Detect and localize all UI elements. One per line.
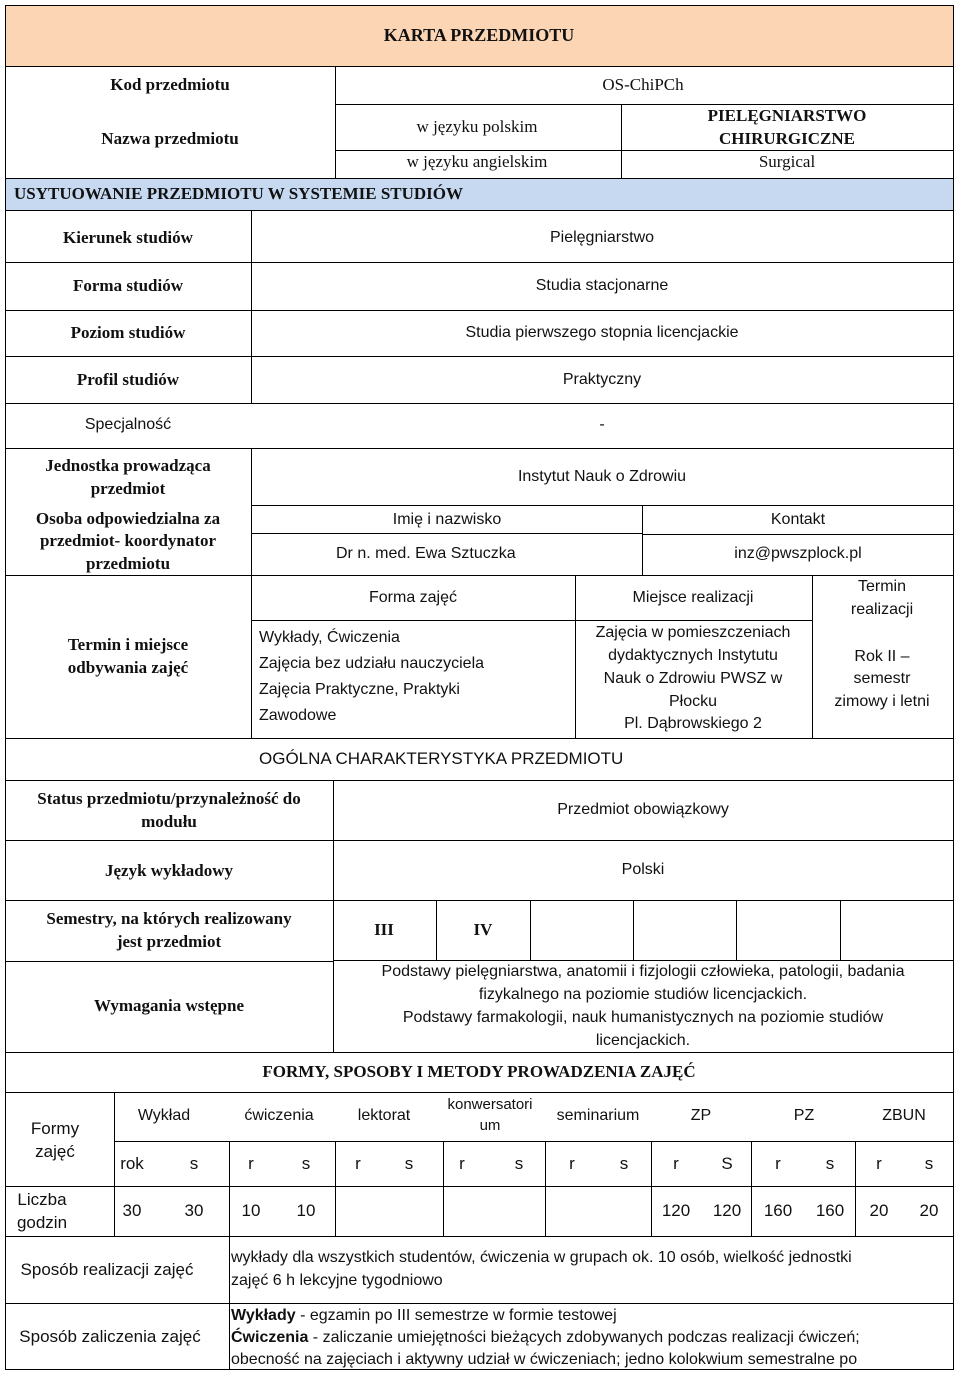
semestry-label-2: jest przedmiot	[116, 932, 222, 951]
rok-cell: r	[876, 1154, 882, 1173]
rok-cell: s	[404, 1154, 414, 1173]
zaliczenie-cwiczenia-text: - zaliczanie umiejętności bieżących zdobywanych podczas realizacji ćwiczeń;	[308, 1329, 860, 1346]
status-value: Przedmiot obowiązkowy	[557, 801, 729, 818]
forma-studiow-value: Studia stacjonarne	[535, 277, 669, 294]
termin-label: Termin i miejsce	[67, 635, 189, 654]
forma-line-1: Wykłady, Ćwiczenia	[259, 629, 400, 646]
formy-label: Formy	[30, 1119, 80, 1138]
rok-cell: r	[459, 1154, 465, 1173]
form-type-label: konwersatori	[447, 1096, 533, 1113]
form-type-label: um	[479, 1117, 501, 1134]
forma-line-3: Zajęcia Praktyczne, Praktyki	[259, 681, 460, 698]
zaliczenie-wyklady-text: - egzamin po III semestrze w formie testowej	[295, 1307, 617, 1324]
miejsce-line-5: Pl. Dąbrowskiego 2	[624, 715, 762, 732]
rok-cell: r	[673, 1154, 679, 1173]
hours-cell: 30	[122, 1201, 142, 1220]
sposob-realizacji-label: Sposób realizacji zajęć	[20, 1260, 194, 1279]
profil-value: Praktyczny	[562, 371, 642, 388]
semestr-cell: III	[374, 920, 394, 939]
miejsce-header: Miejsce realizacji	[632, 589, 754, 606]
termin-line-2: semestr	[853, 670, 911, 687]
jednostka-value: Instytut Nauk o Zdrowiu	[517, 468, 687, 485]
osoba-name: Dr n. med. Ewa Sztuczka	[336, 545, 516, 562]
form-type-label: seminarium	[556, 1107, 640, 1124]
formy-header: FORMY, SPOSOBY I METODY PROWADZENIA ZAJĘĆ	[262, 1062, 696, 1081]
semestry-label: Semestry, na których realizowany	[46, 909, 292, 928]
kod-label: Kod przedmiotu	[110, 75, 230, 94]
hours-cell: 20	[869, 1201, 889, 1220]
rok-cell: s	[619, 1154, 629, 1173]
zaliczenie-wyklady: Wykłady	[231, 1307, 296, 1324]
osoba-label-3: przedmiotu	[85, 554, 171, 573]
form-type-label: ćwiczenia	[244, 1107, 314, 1124]
hours-cell: 10	[296, 1201, 316, 1220]
rok-cell: s	[301, 1154, 311, 1173]
hours-cell: 120	[661, 1201, 691, 1220]
semestr-cell: IV	[473, 920, 493, 939]
liczba-label-2: godzin	[16, 1213, 68, 1232]
sposob-realizacji-line-2: zajęć 6 h lekcyjne tygodniowo	[231, 1272, 443, 1289]
rok-cell: S	[721, 1154, 733, 1173]
wymagania-label: Wymagania wstępne	[93, 996, 245, 1015]
nazwa-pl-label: w języku polskim	[416, 117, 538, 136]
osoba-name-header: Imię i nazwisko	[392, 511, 502, 528]
osoba-contact: inz@pwszplock.pl	[734, 545, 862, 562]
form-type-label: lektorat	[357, 1107, 411, 1124]
jezyk-label: Język wykładowy	[105, 861, 233, 880]
charakterystyka-header: OGÓLNA CHARAKTERYSTYKA PRZEDMIOTU	[259, 749, 624, 768]
sposob-zaliczenia-label: Sposób zaliczenia zajęć	[19, 1327, 201, 1346]
miejsce-line-4: Płocku	[668, 693, 718, 710]
termin-header: Termin	[857, 578, 907, 595]
nazwa-pl-value: PIELĘGNIARSTWO	[707, 106, 867, 125]
hours-cell: 30	[184, 1201, 204, 1220]
wymagania-line-1: Podstawy pielęgniarstwa, anatomii i fizjologii człowieka, patologii, badania	[381, 963, 905, 980]
sposob-realizacji-line-1: wykłady dla wszystkich studentów, ćwiczenia w grupach ok. 10 osób, wielkość jednostki	[231, 1249, 852, 1266]
zaliczenie-line-2	[231, 1327, 860, 1349]
form-type-label: Wykład	[137, 1107, 191, 1124]
hours-cell: 10	[241, 1201, 261, 1220]
formy-label-2: zajęć	[35, 1142, 75, 1161]
profil-label: Profil studiów	[76, 370, 180, 389]
termin-line-1: Rok II –	[854, 648, 910, 665]
status-label: Status przedmiotu/przynależność do	[37, 789, 301, 808]
zaliczenie-line-1	[231, 1305, 617, 1327]
hours-cell: 160	[763, 1201, 793, 1220]
kierunek-label: Kierunek studiów	[63, 228, 193, 247]
jezyk-value: Polski	[621, 861, 665, 878]
miejsce-line-1: Zajęcia w pomieszczeniach	[595, 624, 791, 641]
rok-cell: s	[189, 1154, 199, 1173]
osoba-label-2: przedmiot- koordynator	[39, 531, 217, 550]
poziom-value: Studia pierwszego stopnia licencjackie	[465, 324, 739, 341]
wymagania-line-3: Podstawy farmakologii, nauk humanistycznych na poziomie studiów	[402, 1009, 884, 1026]
forma-line-2: Zajęcia bez udziału nauczyciela	[259, 655, 485, 672]
miejsce-line-2: dydaktycznych Instytutu	[608, 647, 778, 664]
nazwa-en-label: w języku angielskim	[406, 152, 548, 171]
rok-cell: s	[514, 1154, 524, 1173]
hours-cell: 160	[815, 1201, 845, 1220]
wymagania-line-2: fizykalnego na poziomie studiów licencjackich.	[478, 986, 808, 1003]
hours-cell: 20	[919, 1201, 939, 1220]
poziom-label: Poziom studiów	[70, 323, 186, 342]
osoba-label: Osoba odpowiedzialna za	[35, 509, 221, 528]
termin-header-2: realizacji	[850, 601, 914, 618]
miejsce-line-3: Nauk o Zdrowiu PWSZ w	[603, 670, 783, 687]
form-type-label: ZBUN	[882, 1107, 926, 1124]
liczba-label: Liczba	[17, 1190, 67, 1209]
status-label-2: modułu	[141, 812, 197, 831]
rok-cell: r	[775, 1154, 781, 1173]
jednostka-label: Jednostka prowadząca	[45, 456, 211, 475]
forma-studiow-label: Forma studiów	[72, 276, 184, 295]
rok-cell: s	[825, 1154, 835, 1173]
wymagania-line-4: licencjackich.	[595, 1032, 691, 1049]
specjalnosc-value: -	[599, 416, 605, 433]
hours-cell: 120	[712, 1201, 742, 1220]
forma-zajec-header: Forma zajęć	[368, 589, 458, 606]
kierunek-value: Pielęgniarstwo	[549, 229, 655, 246]
usytuowanie-header: USYTUOWANIE PRZEDMIOTU W SYSTEMIE STUDIÓW	[14, 184, 464, 203]
card-title: KARTA PRZEDMIOTU	[383, 25, 575, 45]
rok-cell: rok	[120, 1154, 144, 1173]
termin-label-2: odbywania zajęć	[67, 658, 189, 677]
specjalnosc-label: Specjalność	[84, 416, 172, 433]
rok-cell: r	[248, 1154, 254, 1173]
nazwa-label: Nazwa przedmiotu	[101, 129, 239, 148]
form-type-label: ZP	[690, 1107, 712, 1124]
termin-line-3: zimowy i letni	[834, 693, 930, 710]
forma-line-4: Zawodowe	[259, 707, 337, 724]
form-type-label: PZ	[793, 1107, 815, 1124]
zaliczenie-line-3: obecność na zajęciach i aktywny udział w ćwiczeniach; jedno kolokwium semestralne po	[231, 1351, 858, 1368]
osoba-contact-header: Kontakt	[770, 511, 826, 528]
rok-cell: s	[924, 1154, 934, 1173]
nazwa-en-value: Surgical	[758, 152, 816, 171]
zaliczenie-cwiczenia: Ćwiczenia	[231, 1329, 309, 1346]
rok-cell: r	[355, 1154, 361, 1173]
nazwa-pl-value-2: CHIRURGICZNE	[718, 129, 856, 148]
rok-cell: r	[569, 1154, 575, 1173]
jednostka-label-2: przedmiot	[90, 479, 166, 498]
kod-value: OS-ChiPCh	[602, 75, 684, 94]
